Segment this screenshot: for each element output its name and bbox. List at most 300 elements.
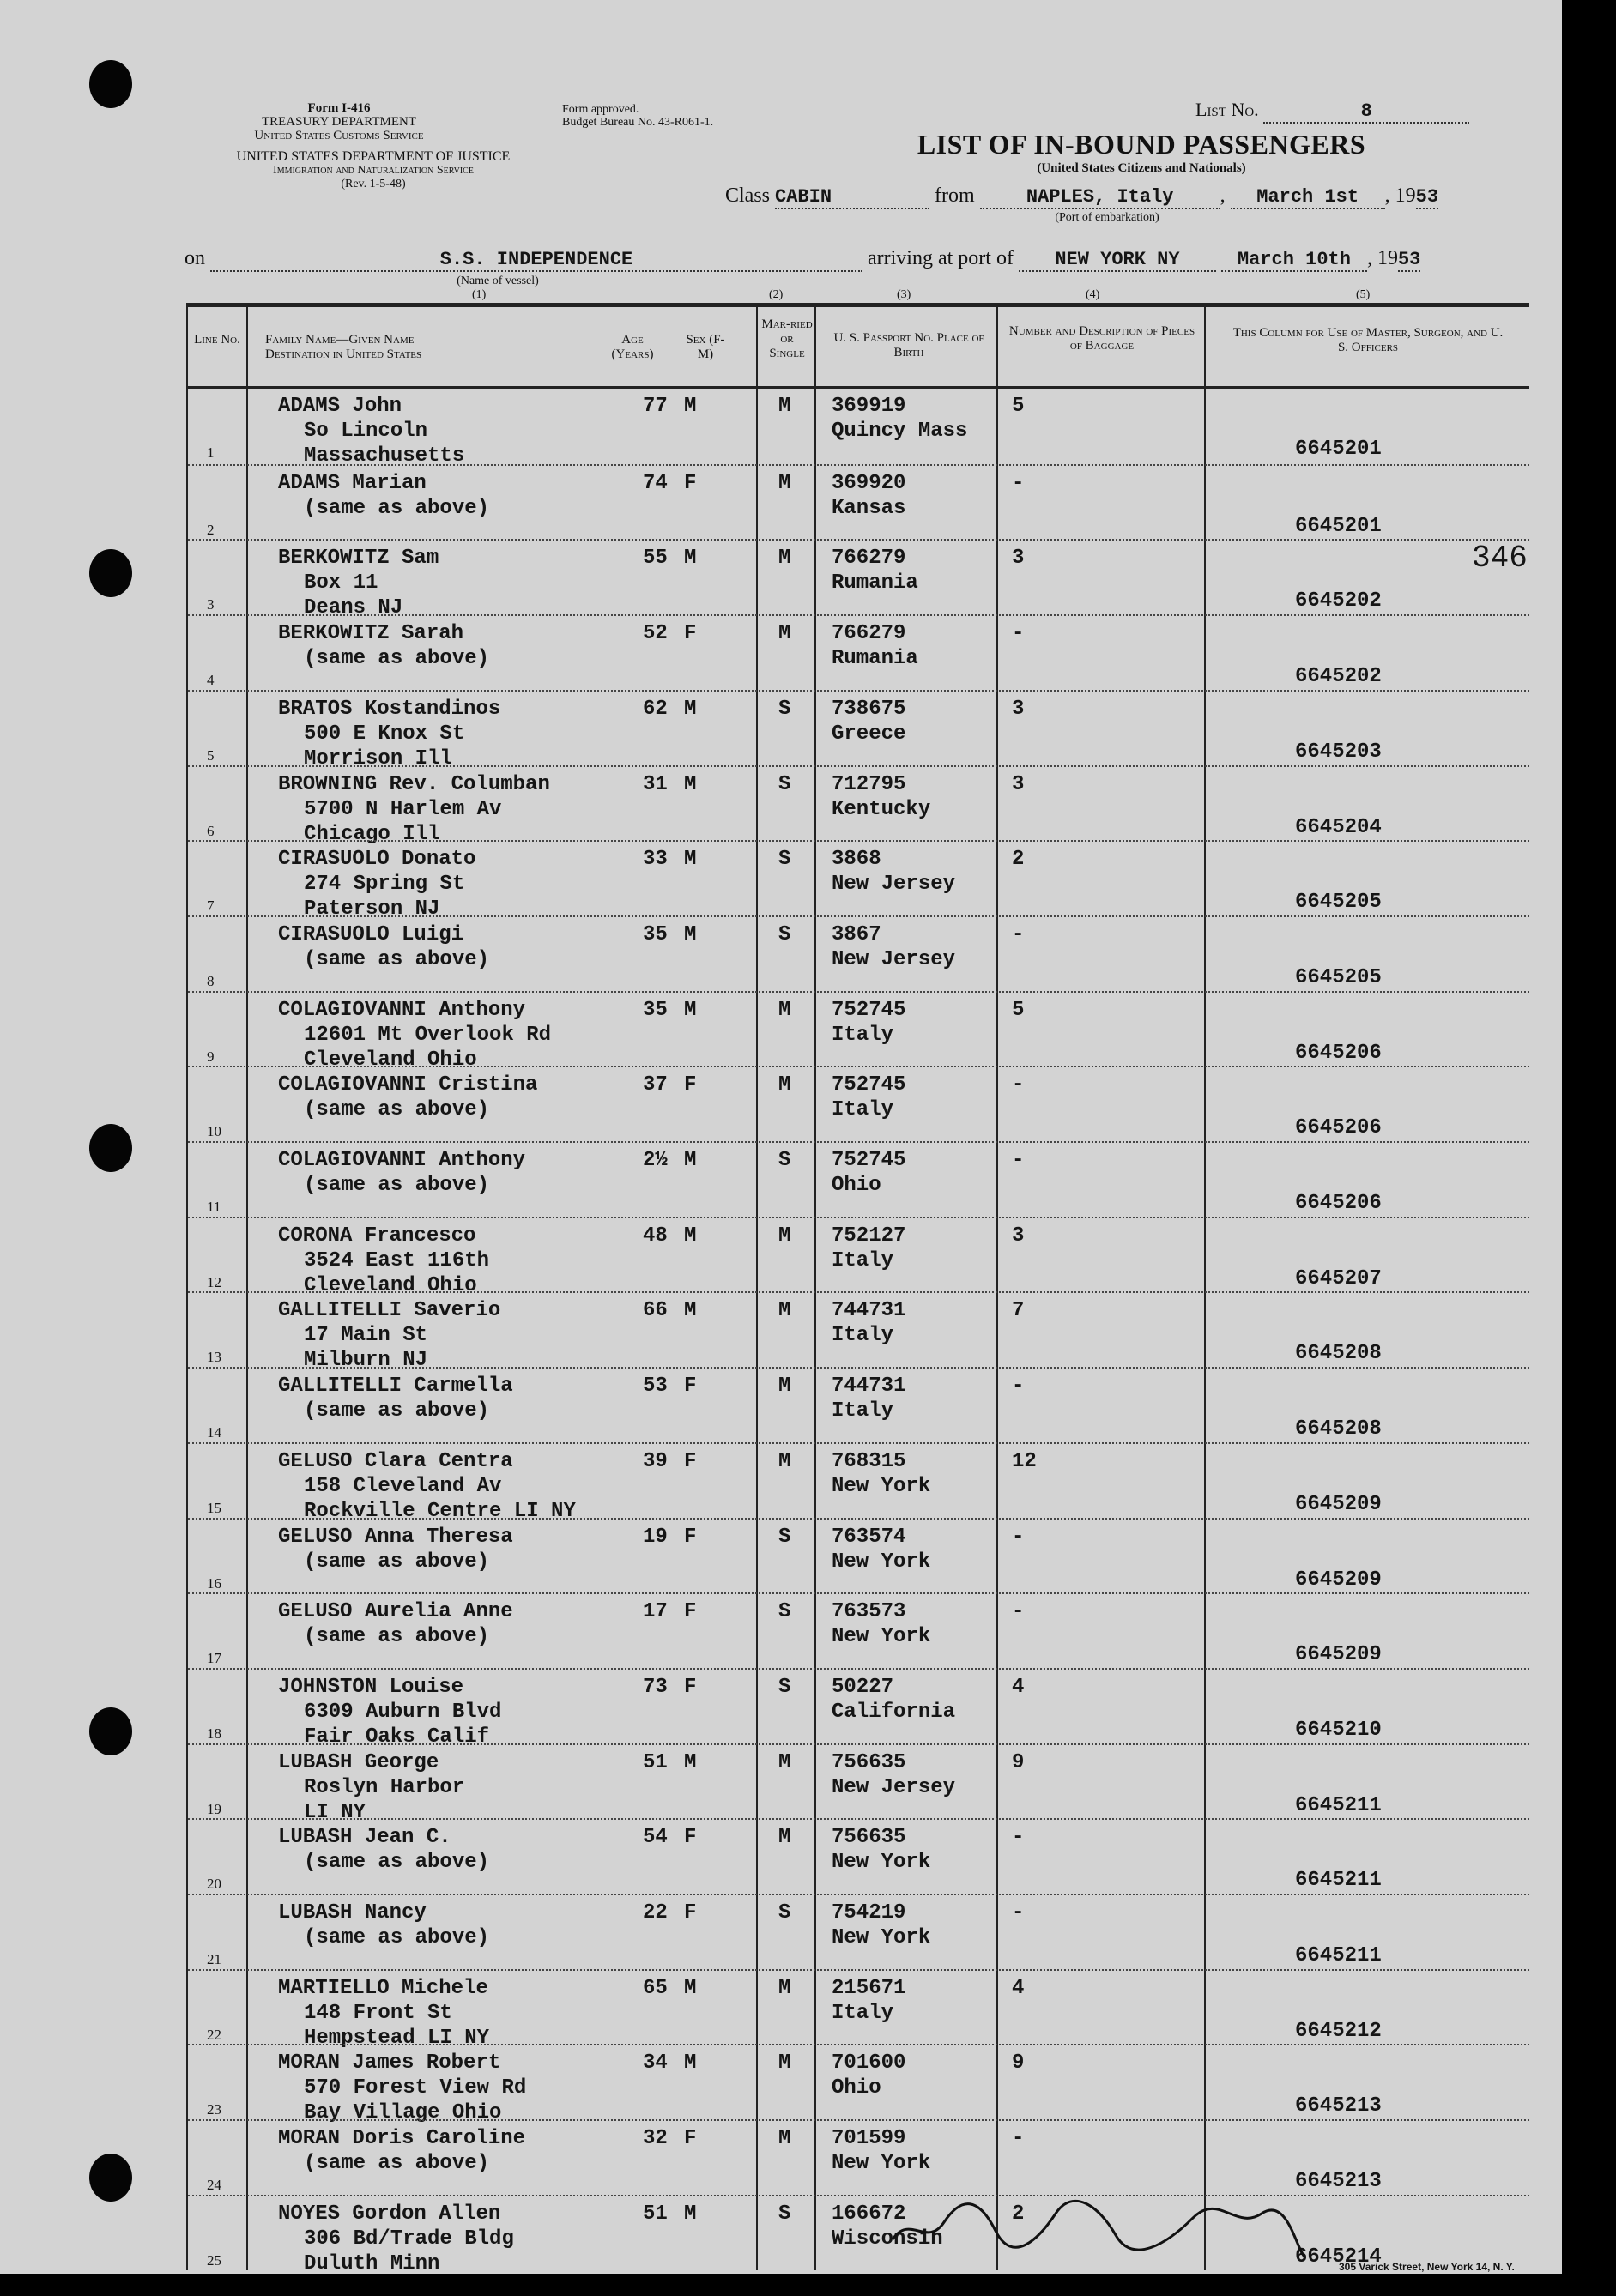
place-of-birth: New Jersey [832, 873, 956, 897]
destination-line2: Hempstead LI NY [304, 2026, 490, 2050]
class-label: Class [725, 184, 771, 207]
form-number: Form I-416 [307, 101, 371, 115]
sex: F [684, 1826, 697, 1850]
baggage-count: 4 [1012, 1675, 1025, 1699]
sex: M [684, 1750, 697, 1774]
baggage-count: - [1012, 1525, 1025, 1549]
marital-status: M [778, 1375, 791, 1399]
officer-code: 6645201 [1295, 438, 1382, 461]
table-row [188, 2119, 1529, 2196]
year-prefix: 19 [1377, 247, 1398, 269]
destination-line2: Chicago Ill [304, 822, 440, 846]
place-of-birth: Wisconsin [832, 2227, 943, 2251]
line-number: 11 [207, 1199, 221, 1215]
place-of-birth: California [832, 1700, 956, 1724]
destination-line1: 5700 N Harlem Av [304, 797, 502, 821]
sex: F [684, 1901, 697, 1924]
destination-line1: 3524 East 116th [304, 1248, 490, 1272]
destination-line1: 6309 Auburn Blvd [304, 1700, 502, 1724]
place-of-birth: New York [832, 1474, 931, 1498]
marital-status: S [778, 1901, 791, 1924]
marital-status: M [778, 1224, 791, 1248]
table-row [188, 1367, 1529, 1444]
baggage-count: 4 [1012, 1976, 1025, 2000]
line-number: 1 [207, 444, 215, 461]
passport-number: 763573 [832, 1600, 906, 1624]
sex: M [684, 395, 697, 418]
baggage-count: - [1012, 1600, 1025, 1624]
destination-line1: 274 Spring St [304, 873, 465, 897]
age: 77 [643, 395, 668, 418]
officer-code: 6645213 [1295, 2094, 1382, 2118]
table-row [188, 389, 1529, 468]
from-label: from [935, 184, 975, 207]
table-row [188, 690, 1529, 770]
baggage-count: 9 [1012, 1750, 1025, 1774]
table-row [188, 614, 1529, 692]
place-of-birth: New York [832, 1926, 931, 1949]
passenger-name: GALLITELLI Saverio [278, 1299, 501, 1323]
age: 22 [643, 1901, 668, 1924]
line-number: 4 [207, 672, 215, 689]
age: 35 [643, 922, 668, 946]
passenger-name: BRATOS Kostandinos [278, 697, 501, 721]
header-age: Age (Years) [611, 333, 654, 361]
officer-code: 6645206 [1295, 1041, 1382, 1065]
header-passport: U. S. Passport No. Place of Birth [833, 331, 984, 360]
line-number: 21 [207, 1951, 221, 1967]
marital-status: M [778, 1826, 791, 1850]
age: 34 [643, 2051, 668, 2075]
baggage-count: - [1012, 1826, 1025, 1850]
passport-number: 744731 [832, 1375, 906, 1399]
signature [875, 2179, 1322, 2265]
marital-status: M [778, 547, 791, 571]
age: 74 [643, 471, 668, 495]
passport-number: 215671 [832, 1976, 906, 2000]
officer-code: 6645210 [1295, 1718, 1382, 1742]
destination-line1: So Lincoln [304, 420, 428, 443]
sex: F [684, 471, 697, 495]
age: 39 [643, 1449, 668, 1473]
age: 65 [643, 1976, 668, 2000]
marital-status: M [778, 1449, 791, 1473]
passport-number: 712795 [832, 772, 906, 796]
place-of-birth: Rumania [832, 647, 918, 671]
baggage-count: - [1012, 622, 1025, 646]
passenger-name: COLAGIOVANNI Anthony [278, 998, 526, 1022]
punch-hole [89, 1124, 132, 1172]
marital-status: S [778, 772, 791, 796]
passport-number: 50227 [832, 1675, 894, 1699]
table-row [188, 1518, 1529, 1595]
sex: F [684, 1525, 697, 1549]
place-of-birth: New Jersey [832, 947, 956, 971]
table-row [188, 1668, 1529, 1749]
col-num-5: (5) [1356, 288, 1371, 301]
form-title: LIST OF IN-BOUND PASSENGERS [917, 129, 1366, 160]
passport-number: 752127 [832, 1224, 906, 1248]
baggage-count: - [1012, 2127, 1025, 2151]
destination-line2: Rockville Centre LI NY [304, 1499, 576, 1523]
passport-number: 744731 [832, 1299, 906, 1323]
marital-status: M [778, 471, 791, 495]
class-value: CABIN [775, 186, 929, 209]
marital-status: S [778, 848, 791, 872]
passport-number: 768315 [832, 1449, 906, 1473]
baggage-count: 3 [1012, 1224, 1025, 1248]
place-of-birth: Greece [832, 722, 906, 746]
officer-code: 6645211 [1295, 1869, 1382, 1893]
passport-number: 766279 [832, 547, 906, 571]
destination-line2: Milburn NJ [304, 1349, 428, 1373]
table-row [188, 464, 1529, 541]
table-row [188, 1818, 1529, 1895]
destination-line2: Massachusetts [304, 444, 465, 468]
passenger-name: GALLITELLI Carmella [278, 1375, 513, 1399]
line-number: 10 [207, 1123, 221, 1140]
passenger-name: COLAGIOVANNI Anthony [278, 1149, 526, 1172]
sex: M [684, 998, 697, 1022]
age: 31 [643, 772, 668, 796]
age: 48 [643, 1224, 668, 1248]
baggage-count: 7 [1012, 1299, 1025, 1323]
marital-status: S [778, 2202, 791, 2226]
printer-imprint: 305 Varick Street, New York 14, N. Y. [1339, 2261, 1515, 2273]
marital-status: M [778, 998, 791, 1022]
destination-line1: 17 Main St [304, 1324, 428, 1348]
age: 62 [643, 697, 668, 721]
place-of-birth: Quincy Mass [832, 420, 968, 443]
officer-code: 6645214 [1295, 2245, 1382, 2269]
baggage-count: 12 [1012, 1449, 1037, 1473]
sex: M [684, 1149, 697, 1172]
place-of-birth: New York [832, 1851, 931, 1875]
table-row [188, 1894, 1529, 1971]
embarkation-port: NAPLES, Italy [980, 186, 1220, 209]
header-sex: Sex (F-M) [686, 333, 725, 361]
passenger-name: NOYES Gordon Allen [278, 2202, 501, 2226]
destination-line1: 306 Bd/Trade Bldg [304, 2227, 514, 2251]
baggage-count: 5 [1012, 998, 1025, 1022]
passport-number: 701600 [832, 2051, 906, 2075]
marital-status: S [778, 1600, 791, 1624]
punch-hole [89, 60, 132, 108]
table-row [188, 1066, 1529, 1143]
destination-line1: (same as above) [304, 496, 490, 520]
destination-line2: LI NY [304, 1800, 366, 1824]
arriving-label: arriving at port of [868, 247, 1014, 269]
marital-status: M [778, 1299, 791, 1323]
table-row [188, 1592, 1529, 1670]
passenger-name: BERKOWITZ Sarah [278, 622, 464, 646]
destination-line2: Morrison Ill [304, 746, 452, 770]
place-of-birth: Italy [832, 1098, 894, 1122]
line-number: 25 [207, 2251, 221, 2269]
baggage-count: - [1012, 922, 1025, 946]
age: 51 [643, 2202, 668, 2226]
line-number: 20 [207, 1876, 221, 1893]
officer-code: 6645205 [1295, 965, 1382, 989]
age: 2½ [643, 1149, 668, 1172]
officer-code: 6645202 [1295, 589, 1382, 613]
passenger-name: MORAN Doris Caroline [278, 2127, 526, 2151]
sex: F [684, 1675, 697, 1699]
age: 66 [643, 1299, 668, 1323]
passport-number: 754219 [832, 1901, 906, 1924]
arrival-port: NEW YORK NY [1019, 249, 1216, 272]
officer-code: 6645209 [1295, 1492, 1382, 1516]
place-of-birth: Italy [832, 1248, 894, 1272]
marital-status: S [778, 1675, 791, 1699]
officer-code: 6645201 [1295, 514, 1382, 538]
vessel-caption: (Name of vessel) [457, 275, 539, 287]
punch-hole [89, 2154, 132, 2202]
justice-dept: UNITED STATES DEPARTMENT OF JUSTICE [236, 149, 511, 164]
passenger-name: BERKOWITZ Sam [278, 547, 439, 571]
place-of-birth: Ohio [832, 2076, 881, 2100]
baggage-count: 3 [1012, 547, 1025, 571]
destination-line1: 148 Front St [304, 2001, 452, 2025]
place-of-birth: Italy [832, 1399, 894, 1423]
marital-status: M [778, 1976, 791, 2000]
line-number: 5 [207, 746, 215, 764]
passenger-name: GELUSO Clara Centra [278, 1449, 513, 1473]
passenger-name: ADAMS Marian [278, 471, 427, 495]
passport-number: 166672 [832, 2202, 906, 2226]
place-of-birth: Italy [832, 1324, 894, 1348]
age: 73 [643, 1675, 668, 1699]
age: 55 [643, 547, 668, 571]
passport-number: 763574 [832, 1525, 906, 1549]
passenger-name: COLAGIOVANNI Cristina [278, 1073, 538, 1097]
line-number: 7 [207, 897, 215, 915]
age: 19 [643, 1525, 668, 1549]
passenger-name: LUBASH Nancy [278, 1901, 427, 1924]
destination-line1: 158 Cleveland Av [304, 1474, 502, 1498]
line-number: 23 [207, 2101, 221, 2118]
age: 35 [643, 998, 668, 1022]
age: 37 [643, 1073, 668, 1097]
passport-number: 738675 [832, 697, 906, 721]
table-row [188, 1969, 1529, 2050]
on-label: on [185, 247, 205, 269]
passenger-name: LUBASH Jean C. [278, 1826, 451, 1850]
baggage-count: - [1012, 1901, 1025, 1924]
marital-status: M [778, 1073, 791, 1097]
passenger-table [186, 303, 1529, 2275]
destination-line1: (same as above) [304, 1550, 490, 1574]
age: 17 [643, 1600, 668, 1624]
age: 52 [643, 622, 668, 646]
place-of-birth: Kentucky [832, 797, 931, 821]
destination-line1: (same as above) [304, 2152, 490, 2176]
budget-bureau: Budget Bureau No. 43-R061-1. [562, 116, 714, 129]
list-no: 8 [1263, 100, 1469, 124]
form-subtitle: (United States Citizens and Nationals) [1037, 161, 1246, 175]
destination-line1: 12601 Mt Overlook Rd [304, 1023, 552, 1047]
place-of-birth: Italy [832, 1023, 894, 1047]
officer-code: 6645209 [1295, 1643, 1382, 1667]
officer-code: 6645207 [1295, 1266, 1382, 1290]
destination-line1: (same as above) [304, 1625, 490, 1649]
table-row [188, 915, 1529, 993]
officer-code: 6645208 [1295, 1417, 1382, 1441]
line-number: 15 [207, 1499, 221, 1516]
form-approved: Form approved. [562, 103, 639, 116]
destination-line2: Fair Oaks Calif [304, 1725, 490, 1749]
table-row [188, 2195, 1529, 2275]
sex: F [684, 1375, 697, 1399]
destination-line1: (same as above) [304, 1399, 490, 1423]
table-row [188, 1217, 1529, 1297]
arrival-year: 53 [1397, 249, 1421, 270]
punch-hole [89, 1707, 132, 1755]
officer-code: 6645213 [1295, 2170, 1382, 2194]
passport-number: 752745 [832, 1073, 906, 1097]
officer-code: 6645202 [1295, 665, 1382, 689]
destination-line1: Roslyn Harbor [304, 1775, 465, 1799]
passport-number: 369920 [832, 471, 906, 495]
age: 33 [643, 848, 668, 872]
destination-line1: 500 E Knox St [304, 722, 465, 746]
passport-number: 3868 [832, 848, 881, 872]
line-number: 2 [207, 521, 215, 538]
destination-line1: 570 Forest View Rd [304, 2076, 527, 2100]
officer-code: 6645211 [1295, 1793, 1382, 1817]
marital-status: M [778, 2051, 791, 2075]
list-no-label: List No. [1195, 99, 1259, 120]
header-name: Family Name—Given Name [265, 333, 415, 347]
place-of-birth: Kansas [832, 496, 906, 520]
passenger-name: LUBASH George [278, 1750, 439, 1774]
line-number: 19 [207, 1800, 221, 1817]
year-prefix: 19 [1395, 184, 1416, 207]
place-of-birth: New Jersey [832, 1775, 956, 1799]
col-num-3: (3) [897, 288, 911, 301]
officer-code: 6645212 [1295, 2019, 1382, 2043]
passport-number: 701599 [832, 2127, 906, 2151]
sex: M [684, 772, 697, 796]
age: 54 [643, 1826, 668, 1850]
officer-code: 6645209 [1295, 1568, 1382, 1592]
header-officers: This Column for Use of Master, Surgeon, and U. S. Officers [1232, 326, 1504, 354]
passport-number: 766279 [832, 622, 906, 646]
sex: M [684, 697, 697, 721]
passenger-name: GELUSO Aurelia Anne [278, 1600, 513, 1624]
marital-status: M [778, 2127, 791, 2151]
table-row [188, 991, 1529, 1072]
marital-status: M [778, 395, 791, 418]
place-of-birth: New York [832, 1550, 931, 1574]
line-number: 17 [207, 1650, 221, 1667]
passenger-name: CIRASUOLO Donato [278, 848, 476, 872]
sex: F [684, 1600, 697, 1624]
officer-code: 6645205 [1295, 891, 1382, 915]
baggage-count: - [1012, 1073, 1025, 1097]
destination-line2: Deans NJ [304, 596, 403, 620]
line-number: 12 [207, 1273, 221, 1290]
sex: F [684, 2127, 697, 2151]
destination-line1: Box 11 [304, 571, 378, 595]
customs-service: United States Customs Service [254, 129, 424, 142]
table-row [188, 1743, 1529, 1824]
sex: M [684, 922, 697, 946]
sex: M [684, 1976, 697, 2000]
officer-code: 6645203 [1295, 740, 1382, 764]
destination-line1: (same as above) [304, 1926, 490, 1949]
passport-number: 369919 [832, 395, 906, 418]
table-row [188, 840, 1529, 921]
passport-number: 752745 [832, 1149, 906, 1172]
baggage-count: - [1012, 1149, 1025, 1172]
passenger-name: GELUSO Anna Theresa [278, 1525, 513, 1549]
officer-code: 6645208 [1295, 1342, 1382, 1366]
page-stamp: 346 [1472, 541, 1528, 576]
passenger-name: JOHNSTON Louise [278, 1675, 464, 1699]
baggage-count: 3 [1012, 772, 1025, 796]
col-num-4: (4) [1086, 288, 1100, 301]
baggage-count: 3 [1012, 697, 1025, 721]
passenger-list-form: Form I-416 TREASURY DEPARTMENT United States Customs Service UNITED STATES DEPARTMENT OF JUSTICE Immigration and Naturalization Service (Rev. 1-5-48) Form approved. Budget Bureau No. 43-R061-1. List No. 8 LIST OF IN-BOUND PASSENGERS (United States Citizens and Nationals) Class CABIN from NAPLES, Italy , March 1st , 1953 (Port of embarkation) on S.S. INDEPENDENCE arriving at port of NEW YORK NY March 10th , 1953 (Name of vessel) (1) (2) (3) (4) (5) Line No. Family Name—Given Name Destination in United States Age (Years) Sex (F-M) Mar-ried or Single U. S. Passport No. Place of Birth Number and Description of Pieces of Baggage This Column for Use of Master, Surgeon, and U. S. Officers 1 ADAMS John So Lincoln Massachusetts 77 M M 369919 Quincy Mass 5 6645201 2 ADAMS Marian (same as above) 74 F M 369920 Kansas - 6645201 3 BERKOWITZ Sam Box 11 Deans NJ 55 M M 766279 Rumania 3 6645202 4 BERKOWITZ Sarah (same as above) 52 F M 766279 Rumania - 6645202 5 BRATOS Kostandinos 500 E Knox St Morrison Ill 62 M S 738675 Greece 3 6645203 6 BROWNING Rev. Columban 5700 N Harlem Av Chicago Ill 31 M S 712795 Kentucky 3 6645204 7 CIRASUOLO Donato 274 Spring St Paterson NJ 33 M S 3868 New Jersey 2 6645205 8 CIRASUOLO Luigi (same as above) 35 M S 3867 New Jersey - 6645205 9 COLAGIOVANNI Anthony 12601 Mt Overlook Rd Cleveland Ohio 35 M M 752745 Italy 5 6645206 10 COLAGIOVANNI Cristina (same as above) 37 F M 752745 Italy - 6645206 11 COLAGIOVANNI Anthony (same as above) 2½ M S 752745 Ohio - 6645206 12 CORONA Francesco 3524 East 116th Cleveland Ohio 48 M M 752127 Italy 3 6645207 13 GALLITELLI Saverio 17 Main St Milburn NJ 66 M M 744731 Italy 7 6645208 14 GALLITELLI Carmella (same as above) 53 F M 744731 Italy - 6645208 15 GELUSO Clara Centra 158 Cleveland Av Rockville Centre LI NY 39 F M 768315 New York 12 6645209 16 GELUSO Anna Theresa (same as above) 19 F S 763574 New York - 6645209 17 GELUSO Aurelia Anne (same as above) 17 F S 763573 New York - 6645209 18 JOHNSTON Louise 6309 Auburn Blvd Fair Oaks Calif 73 F S 50227 California 4 6645210 19 LUBASH George Roslyn Harbor LI NY 51 M M 756635 New Jersey 9 6645211 20 LUBASH Jean C. (same as above) 54 F M 756635 New York - 6645211 21 LUBASH Nancy (same as above) 22 F S 754219 New York - 6645211 22 MARTIELLO Michele 148 Front St Hempstead LI NY 65 M M 215671 Italy 4 6645212 23 MORAN James Robert 570 Forest View Rd Bay Village Ohio 34 M M 701600 Ohio 9 6645213 24 MORAN Doris Caroline (same as above) 32 F M 701599 New York - 6645213 25 NOYES Gordon Allen 306 Bd/Trade Bldg Duluth Minn 51 M S 166672 Wisconsin 2 6645214 346 305 Varick Street, New York 14, N. Y. [0, 0, 1562, 2274]
age: 53 [643, 1375, 668, 1399]
marital-status: S [778, 1525, 791, 1549]
destination-line1: (same as above) [304, 1174, 490, 1197]
age: 51 [643, 1750, 668, 1774]
passenger-name: CIRASUOLO Luigi [278, 922, 464, 946]
baggage-count: - [1012, 1375, 1025, 1399]
marital-status: M [778, 622, 791, 646]
passenger-name: MORAN James Robert [278, 2051, 501, 2075]
line-number: 8 [207, 972, 215, 989]
table-row [188, 1291, 1529, 1373]
officer-code: 6645211 [1295, 1944, 1382, 1967]
baggage-count: 2 [1012, 848, 1025, 872]
port-caption: (Port of embarkation) [1055, 211, 1159, 224]
passenger-name: MARTIELLO Michele [278, 1976, 488, 2000]
baggage-count: 9 [1012, 2051, 1025, 2075]
line-number: 6 [207, 822, 215, 839]
sex: M [684, 848, 697, 872]
marital-status: S [778, 1149, 791, 1172]
vessel-name: S.S. INDEPENDENCE [210, 249, 862, 272]
destination-line2: Bay Village Ohio [304, 2101, 502, 2125]
sex: F [684, 622, 697, 646]
place-of-birth: New York [832, 2152, 931, 2176]
sex: F [684, 1449, 697, 1473]
destination-line2: Cleveland Ohio [304, 1048, 477, 1072]
departure-date: March 1st [1231, 186, 1385, 209]
header-destination: Destination in United States [265, 347, 422, 361]
line-number: 3 [207, 596, 215, 613]
arrival-date: March 10th [1221, 249, 1367, 272]
revision: (Rev. 1-5-48) [341, 178, 406, 190]
officer-code: 6645206 [1295, 1192, 1382, 1215]
table-row [188, 1141, 1529, 1218]
officer-code: 6645206 [1295, 1116, 1382, 1140]
destination-line1: (same as above) [304, 647, 490, 671]
sex: M [684, 1224, 697, 1248]
destination-line1: (same as above) [304, 1851, 490, 1875]
passport-number: 3867 [832, 922, 881, 946]
officer-code: 6645204 [1295, 815, 1382, 839]
passport-number: 752745 [832, 998, 906, 1022]
baggage-count: 2 [1012, 2202, 1025, 2226]
marital-status: M [778, 1750, 791, 1774]
departure-year: 53 [1415, 186, 1439, 208]
line-number: 9 [207, 1048, 215, 1065]
place-of-birth: Ohio [832, 1174, 881, 1197]
